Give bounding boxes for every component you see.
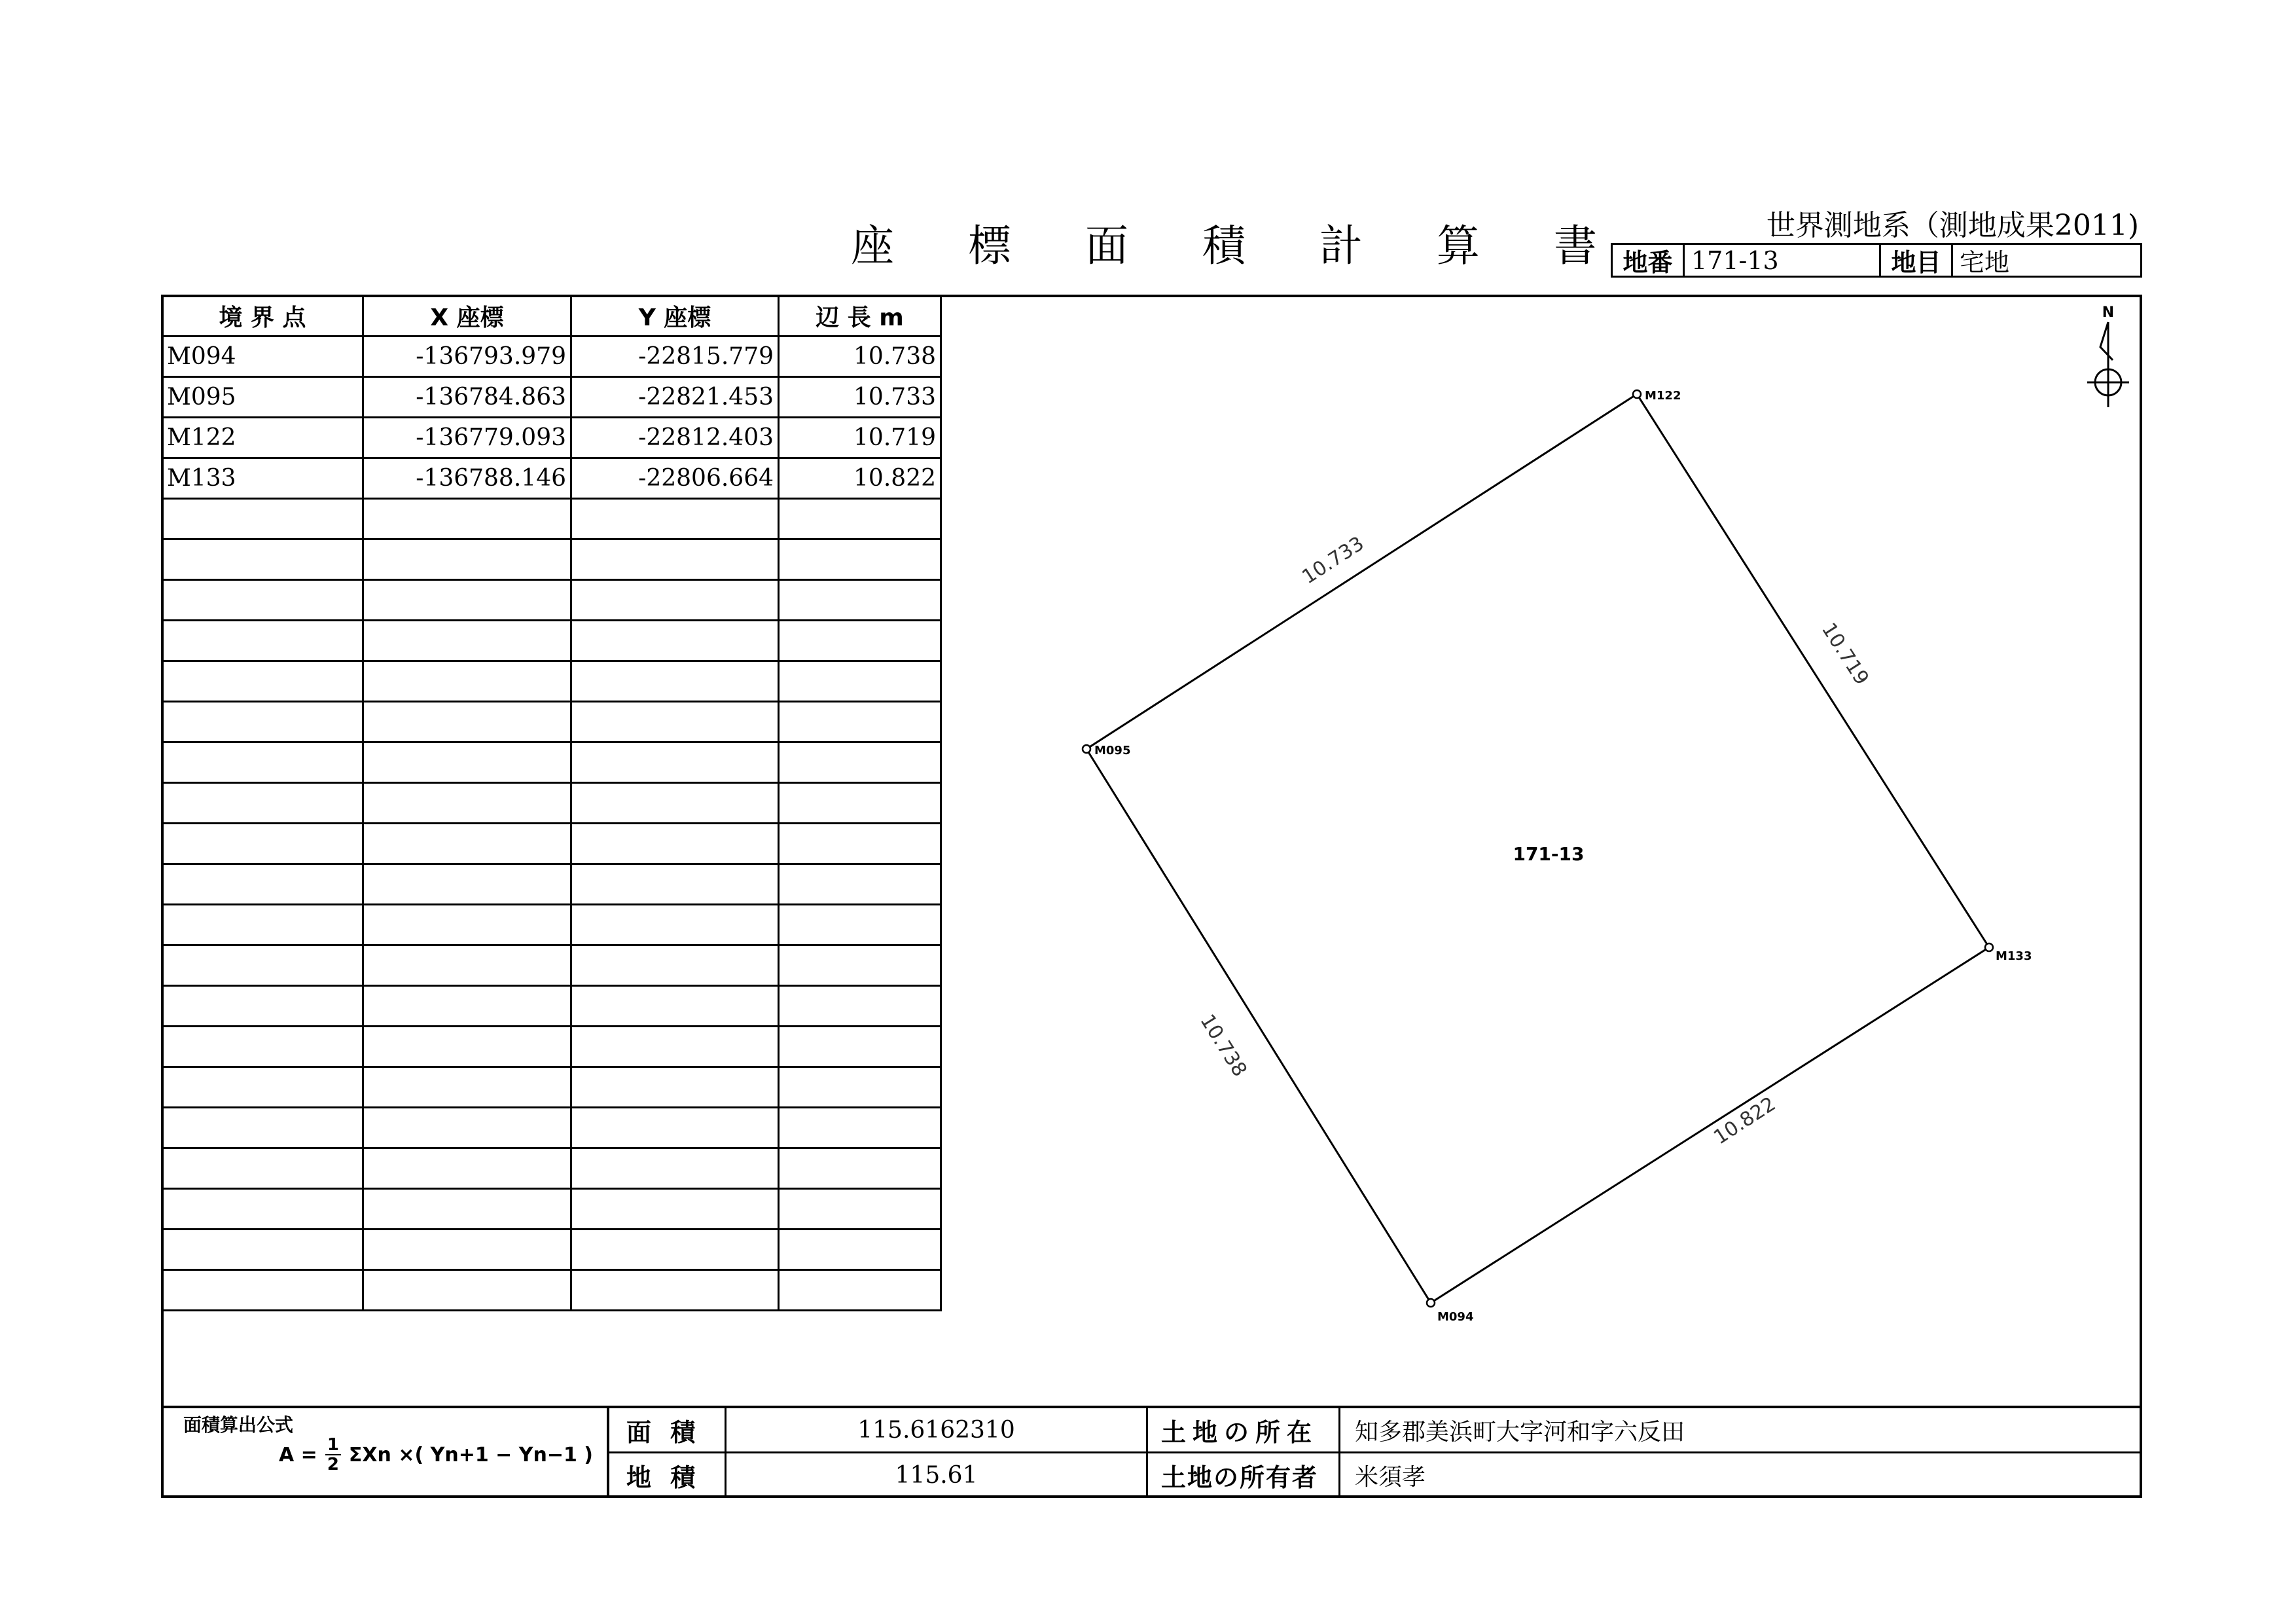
table-row-empty bbox=[162, 986, 941, 1027]
empty-cell bbox=[571, 986, 779, 1027]
empty-cell bbox=[363, 661, 571, 702]
empty-cell bbox=[779, 986, 941, 1027]
empty-cell bbox=[571, 661, 779, 702]
empty-cell bbox=[779, 539, 941, 580]
empty-cell bbox=[571, 580, 779, 621]
cell-length: 10.719 bbox=[779, 418, 941, 458]
table-row bbox=[162, 337, 941, 377]
edge-length-M095-M122: 10.733 bbox=[1298, 532, 1369, 589]
empty-cell bbox=[571, 702, 779, 742]
area-label: 面 積 bbox=[626, 1417, 701, 1447]
empty-cell bbox=[571, 783, 779, 824]
empty-cell bbox=[779, 1108, 941, 1148]
area-formula bbox=[279, 1436, 593, 1474]
formula-lhs: A = bbox=[279, 1443, 317, 1467]
table-header-row bbox=[162, 296, 941, 337]
area-value: 115.6162310 bbox=[857, 1416, 1015, 1444]
empty-cell bbox=[779, 1148, 941, 1189]
empty-cell bbox=[162, 580, 363, 621]
empty-cell bbox=[162, 1108, 363, 1148]
empty-cell bbox=[162, 539, 363, 580]
empty-cell bbox=[571, 864, 779, 905]
table-row-empty bbox=[162, 1189, 941, 1230]
empty-cell bbox=[779, 945, 941, 986]
empty-cell bbox=[363, 864, 571, 905]
cell-point: M122 bbox=[162, 418, 363, 458]
empty-cell bbox=[363, 824, 571, 864]
table-row bbox=[162, 458, 941, 499]
empty-cell bbox=[571, 1027, 779, 1067]
empty-cell bbox=[363, 499, 571, 539]
empty-cell bbox=[162, 945, 363, 986]
table-row bbox=[162, 377, 941, 418]
parcel-plot bbox=[940, 296, 2140, 1404]
cell-x: -136788.146 bbox=[363, 458, 571, 499]
empty-cell bbox=[571, 499, 779, 539]
empty-cell bbox=[779, 1270, 941, 1311]
north-label: N bbox=[2102, 304, 2115, 321]
empty-cell bbox=[779, 621, 941, 661]
empty-cell bbox=[779, 783, 941, 824]
land-category: 宅地 bbox=[1960, 248, 2010, 277]
table-row-empty bbox=[162, 1027, 941, 1067]
parcel-number: 171-13 bbox=[1685, 245, 1881, 276]
empty-cell bbox=[363, 1067, 571, 1108]
empty-cell bbox=[779, 1067, 941, 1108]
empty-cell bbox=[162, 1230, 363, 1270]
empty-cell bbox=[571, 945, 779, 986]
boundary-point-M094 bbox=[1427, 1299, 1435, 1307]
land-area-label: 地 積 bbox=[626, 1463, 701, 1492]
cell-point: M095 bbox=[162, 377, 363, 418]
cell-x: -136793.979 bbox=[363, 337, 571, 377]
cell-y: -22815.779 bbox=[571, 337, 779, 377]
coordinate-table bbox=[161, 295, 942, 1311]
owner-value: 米須孝 bbox=[1355, 1464, 1426, 1491]
cell-point: M094 bbox=[162, 337, 363, 377]
empty-cell bbox=[571, 1270, 779, 1311]
empty-cell bbox=[162, 1270, 363, 1311]
empty-cell bbox=[363, 1027, 571, 1067]
empty-cell bbox=[162, 1027, 363, 1067]
table-row-empty bbox=[162, 905, 941, 945]
parcel-info-box bbox=[1611, 243, 2142, 278]
empty-cell bbox=[779, 824, 941, 864]
point-label-M133: M133 bbox=[1996, 949, 2032, 963]
empty-cell bbox=[363, 945, 571, 986]
empty-cell bbox=[779, 1027, 941, 1067]
empty-cell bbox=[363, 1108, 571, 1148]
table-row-empty bbox=[162, 1148, 941, 1189]
empty-cell bbox=[779, 864, 941, 905]
document-title: 座 標 面 積 計 算 書 bbox=[851, 221, 1627, 271]
empty-cell bbox=[779, 702, 941, 742]
table-row-empty bbox=[162, 824, 941, 864]
location-label: 土地の所在 bbox=[1161, 1417, 1319, 1447]
empty-cell bbox=[779, 742, 941, 783]
empty-cell bbox=[363, 986, 571, 1027]
formula-rhs: ΣXn ×( Yn+1 − Yn−1 ) bbox=[348, 1443, 593, 1467]
cell-length: 10.733 bbox=[779, 377, 941, 418]
empty-cell bbox=[363, 539, 571, 580]
empty-cell bbox=[162, 1189, 363, 1230]
boundary-point-M133 bbox=[1985, 943, 1993, 951]
empty-cell bbox=[571, 742, 779, 783]
parcel-number-label: 地番 bbox=[1613, 245, 1685, 276]
header-point: 境 界 点 bbox=[162, 296, 363, 337]
empty-cell bbox=[779, 499, 941, 539]
table-row-empty bbox=[162, 702, 941, 742]
boundary-point-M095 bbox=[1083, 745, 1090, 753]
boundary-point-M122 bbox=[1633, 390, 1641, 398]
empty-cell bbox=[162, 905, 363, 945]
formula-fraction: $\frac{1}{2}$ bbox=[325, 1436, 341, 1474]
table-row-empty bbox=[162, 1067, 941, 1108]
cell-length: 10.738 bbox=[779, 337, 941, 377]
cell-point: M133 bbox=[162, 458, 363, 499]
empty-cell bbox=[162, 1067, 363, 1108]
empty-cell bbox=[363, 1148, 571, 1189]
cell-x: -136784.863 bbox=[363, 377, 571, 418]
edge-length-M133-M094: 10.822 bbox=[1710, 1092, 1780, 1150]
empty-cell bbox=[363, 783, 571, 824]
empty-cell bbox=[779, 1189, 941, 1230]
table-row-empty bbox=[162, 499, 941, 539]
land-category-label: 地目 bbox=[1881, 245, 1953, 276]
table-row-empty bbox=[162, 945, 941, 986]
land-area-value: 115.61 bbox=[895, 1462, 978, 1489]
summary-section bbox=[161, 1406, 2142, 1498]
formula-label: 面積算出公式 bbox=[183, 1414, 294, 1436]
empty-cell bbox=[779, 905, 941, 945]
table-row-empty bbox=[162, 1230, 941, 1270]
empty-cell bbox=[162, 621, 363, 661]
table-row-empty bbox=[162, 864, 941, 905]
empty-cell bbox=[162, 702, 363, 742]
table-row bbox=[162, 418, 941, 458]
empty-cell bbox=[162, 1148, 363, 1189]
header-length: 辺 長 m bbox=[779, 296, 941, 337]
empty-cell bbox=[162, 742, 363, 783]
edge-length-M122-M133: 10.719 bbox=[1817, 619, 1873, 689]
point-label-M094: M094 bbox=[1437, 1310, 1474, 1324]
empty-cell bbox=[571, 539, 779, 580]
empty-cell bbox=[162, 864, 363, 905]
empty-cell bbox=[571, 1067, 779, 1108]
empty-cell bbox=[779, 661, 941, 702]
empty-cell bbox=[571, 621, 779, 661]
empty-cell bbox=[162, 824, 363, 864]
table-row-empty bbox=[162, 580, 941, 621]
header-x: X 座標 bbox=[363, 296, 571, 337]
parcel-label: 171-13 bbox=[1513, 843, 1585, 865]
cell-y: -22812.403 bbox=[571, 418, 779, 458]
cell-y: -22806.664 bbox=[571, 458, 779, 499]
table-row-empty bbox=[162, 742, 941, 783]
table-row-empty bbox=[162, 1108, 941, 1148]
empty-cell bbox=[162, 499, 363, 539]
empty-cell bbox=[571, 905, 779, 945]
empty-cell bbox=[571, 1148, 779, 1189]
empty-cell bbox=[162, 783, 363, 824]
owner-label: 土地の所有者 bbox=[1161, 1463, 1319, 1492]
north-arrow-icon bbox=[2087, 304, 2129, 407]
table-row-empty bbox=[162, 621, 941, 661]
cell-y: -22821.453 bbox=[571, 377, 779, 418]
empty-cell bbox=[363, 905, 571, 945]
empty-cell bbox=[571, 1108, 779, 1148]
empty-cell bbox=[162, 661, 363, 702]
empty-cell bbox=[363, 742, 571, 783]
empty-cell bbox=[571, 1189, 779, 1230]
empty-cell bbox=[363, 1189, 571, 1230]
point-label-M095: M095 bbox=[1094, 744, 1131, 757]
cell-length: 10.822 bbox=[779, 458, 941, 499]
empty-cell bbox=[571, 1230, 779, 1270]
table-row-empty bbox=[162, 783, 941, 824]
empty-cell bbox=[363, 1270, 571, 1311]
table-row-empty bbox=[162, 1270, 941, 1311]
point-label-M122: M122 bbox=[1645, 389, 1681, 403]
location-value: 知多郡美浜町大字河和字六反田 bbox=[1355, 1418, 1685, 1446]
edge-length-M094-M095: 10.738 bbox=[1195, 1010, 1251, 1081]
empty-cell bbox=[162, 986, 363, 1027]
table-row-empty bbox=[162, 539, 941, 580]
empty-cell bbox=[779, 1230, 941, 1270]
empty-cell bbox=[571, 824, 779, 864]
header-y: Y 座標 bbox=[571, 296, 779, 337]
table-row-empty bbox=[162, 661, 941, 702]
empty-cell bbox=[779, 580, 941, 621]
empty-cell bbox=[363, 580, 571, 621]
empty-cell bbox=[363, 702, 571, 742]
empty-cell bbox=[363, 1230, 571, 1270]
cell-x: -136779.093 bbox=[363, 418, 571, 458]
coordinate-system-label: 世界測地系（測地成果2011) bbox=[1766, 209, 2139, 242]
empty-cell bbox=[363, 621, 571, 661]
